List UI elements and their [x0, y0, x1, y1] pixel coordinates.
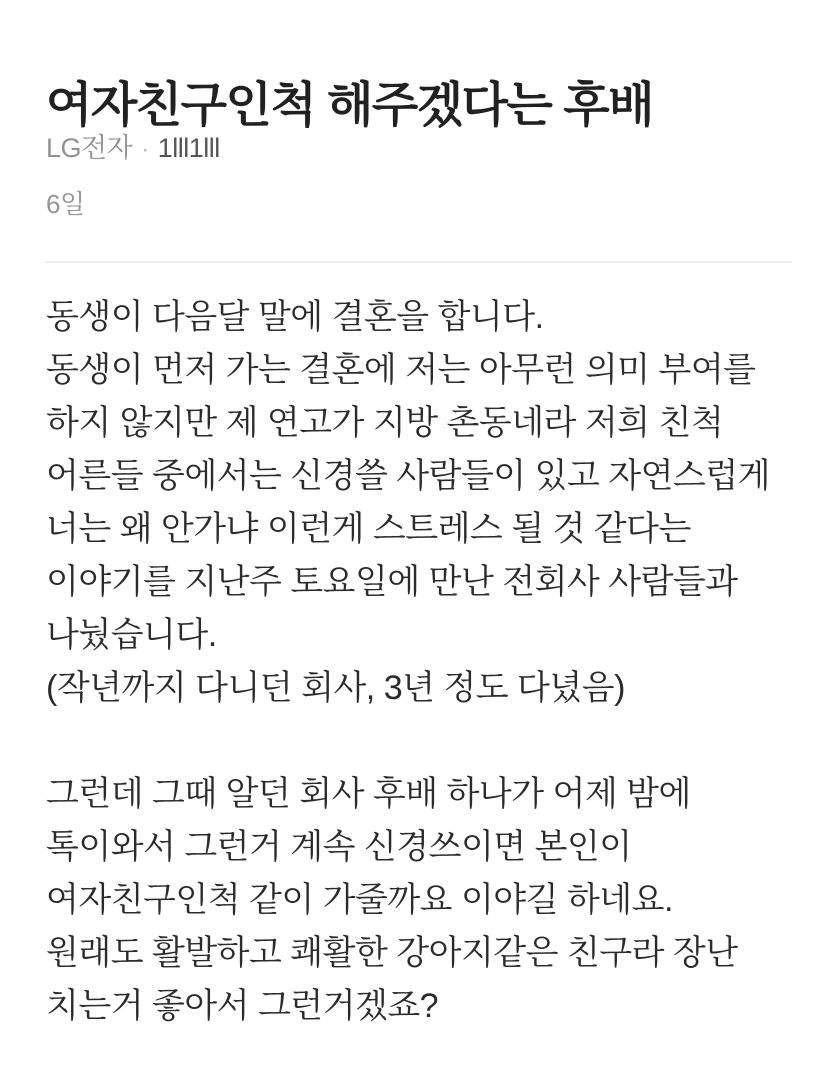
body-line: 그런데 그때 알던 회사 후배 하나가 어제 밤에 [46, 775, 691, 813]
body-line: 너는 왜 안가냐 이런게 스트레스 될 것 같다는 [46, 510, 691, 548]
header-divider [45, 261, 792, 263]
post-title: 여자친구인척 해주겠다는 후배 [46, 79, 653, 133]
body-line: (작년까지 다니던 회사, 3년 정도 다녔음) [46, 669, 625, 707]
body-line: 톡이와서 그런거 계속 신경쓰이면 본인이 [46, 828, 632, 866]
body-line: 어른들 중에서는 신경쓸 사람들이 있고 자연스럽게 [46, 457, 770, 495]
body-line: 동생이 먼저 가는 결혼에 저는 아무런 의미 부여를 [46, 351, 756, 389]
body-line-blank [46, 715, 806, 768]
meta-separator-dot: · [141, 136, 149, 163]
company-name: LG전자 [46, 133, 133, 163]
body-line: 치는거 좋아서 그런거겠죠? [46, 987, 439, 1025]
post-timestamp: 6일 [46, 189, 85, 219]
post-body [46, 291, 806, 1033]
body-line: 하지 않지만 제 연고가 지방 촌동네라 저희 친척 [46, 404, 724, 442]
body-line: 이야기를 지난주 토요일에 만난 전회사 사람들과 [46, 563, 738, 601]
body-line: 여자친구인척 같이 가줄까요 이야길 하네요. [46, 881, 673, 919]
body-line: 동생이 다음달 말에 결혼을 합니다. [46, 298, 544, 336]
post-meta [46, 126, 220, 165]
body-line: 원래도 활발하고 쾌활한 강아지같은 친구라 장난 [46, 934, 738, 972]
body-line: 나눴습니다. [46, 616, 217, 654]
author-username: 1lll1lll [157, 133, 220, 163]
